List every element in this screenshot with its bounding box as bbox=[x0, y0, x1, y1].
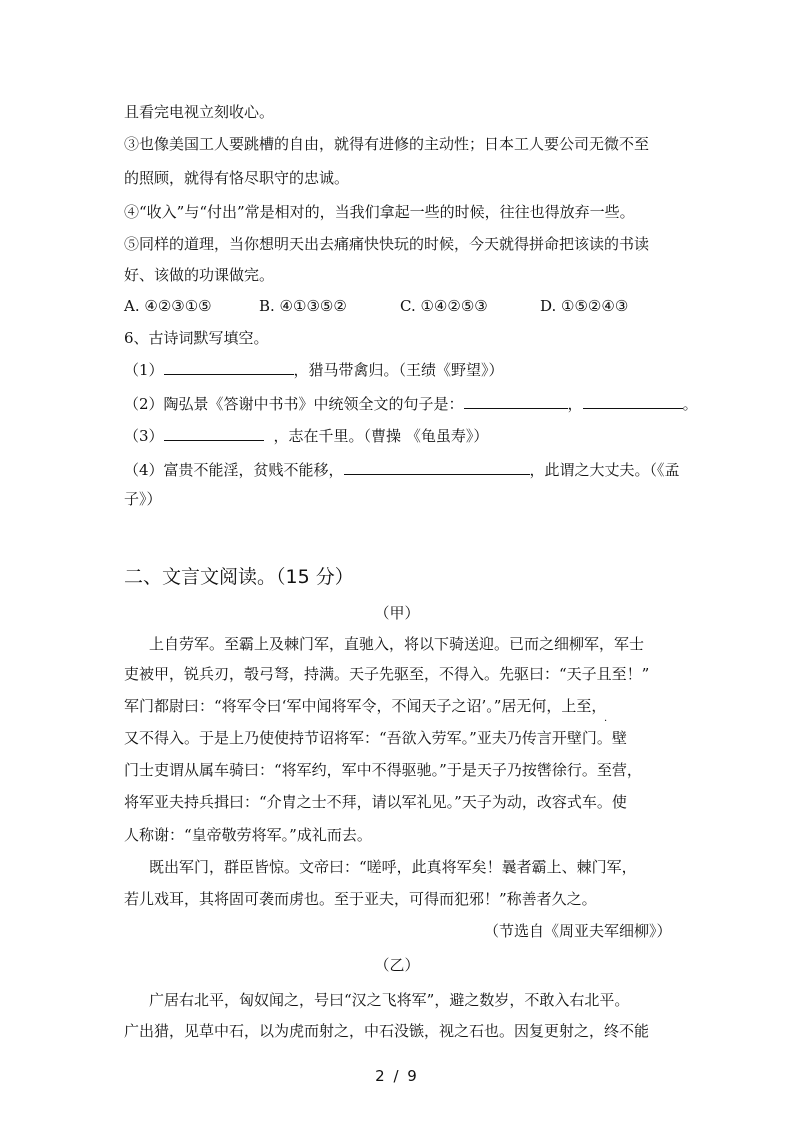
section-heading: 二、文言文阅读。（15 分） bbox=[124, 566, 354, 588]
passage-jia-line-4: 又不得入。于是上乃使使持节诏将军：“吾欲入劳军。”亚夫乃传言开壁门。壁 bbox=[124, 729, 627, 747]
passage-jia-line-5: 门士吏谓从属车骑曰：“将军约，军中不得驱驰。”于是天子乃按辔徐行。至营， bbox=[124, 761, 642, 779]
question-6-part-1 bbox=[124, 360, 504, 380]
option-d: D. ①⑤②④③ bbox=[540, 297, 629, 315]
text-line-4: ④“收入”与“付出”常是相对的，当我们拿起一些的时候，往往也得放弃一些。 bbox=[124, 203, 635, 221]
part-4-text: （4）富贵不能淫，贫贱不能移， bbox=[124, 461, 344, 479]
part-4-tail: ，此谓之大丈夫。（《孟 bbox=[529, 461, 680, 479]
passage-jia-line-2: 吏被甲，锐兵刃，彀弓弩，持满。天子先驱至，不得入。先驱曰：“天子且至！” bbox=[124, 665, 650, 683]
question-6-part-3 bbox=[124, 426, 488, 446]
passage-label-jia: （甲） bbox=[374, 604, 420, 622]
answer-blank-4[interactable] bbox=[344, 460, 530, 475]
text-line-1: 且看完电视立刻收心。 bbox=[124, 103, 275, 121]
part-1-text: ，猎马带禽归。（王绩《野望》） bbox=[293, 361, 504, 379]
answer-blank-3[interactable] bbox=[164, 426, 264, 441]
answer-blank-1[interactable] bbox=[164, 360, 294, 375]
text-line-5: ⑤同样的道理，当你想明天出去痛痛快快玩的时候，今天就得拼命把该读的书读 bbox=[124, 235, 650, 253]
option-c: C. ①④②⑤③ bbox=[400, 297, 488, 315]
passage-jia-line-6: 将军亚夫持兵揖曰：“介胄之士不拜，请以军礼见。”天子为动，改容式车。使 bbox=[124, 793, 627, 811]
passage-yi-line-1: 广居右北平，匈奴闻之，号曰“汉之飞将军”，避之数岁，不敢入右北平。 bbox=[149, 991, 630, 1009]
passage-source: （节选自《周亚夫军细柳》） bbox=[484, 922, 672, 940]
emphasis-dot: · bbox=[604, 716, 608, 727]
part-2-text: （2）陶弘景《答谢中书书》中统领全文的句子是： bbox=[124, 395, 464, 413]
text-line-3: 的照顾，就得有恪尽职守的忠诚。 bbox=[124, 169, 350, 187]
question-6-part-2 bbox=[124, 394, 698, 414]
answer-blank-2a[interactable] bbox=[464, 394, 568, 409]
passage-yi-line-2: 广出猎，见草中石，以为虎而射之，中石没镞，视之石也。因复更射之，终不能 bbox=[124, 1022, 650, 1040]
passage-jia-line-1: 上自劳军。至霸上及棘门军，直驰入，将以下骑送迎。已而之细柳军，军士 bbox=[149, 635, 645, 653]
part-3-number: （3） bbox=[124, 427, 164, 445]
passage-jia-line-7: 人称谢：“皇帝敬劳将军。”成礼而去。 bbox=[124, 826, 372, 844]
question-6-part-4 bbox=[124, 460, 680, 480]
part-3-text: ，志在千里。（曹操 《龟虽寿》） bbox=[273, 427, 489, 445]
text-line-6: 好、该做的功课做完。 bbox=[124, 266, 275, 284]
part-2-end: 。 bbox=[682, 395, 698, 413]
option-b: B. ④①③⑤② bbox=[259, 297, 347, 315]
passage-jia-line-3: 军门都尉曰：“将军令曰‘军中闻将军令，不闻天子之诏’。”居无何，上至， bbox=[124, 697, 607, 715]
passage-jia-line-8: 既出军门，群臣皆惊。文帝曰：“嗟呼，此真将军矣！曩者霸上、棘门军， bbox=[149, 858, 637, 876]
option-a: A. ④②③①⑤ bbox=[124, 297, 212, 315]
page-number: 2 / 9 bbox=[375, 1067, 419, 1085]
passage-label-yi: （乙） bbox=[374, 956, 420, 974]
part-1-number: （1） bbox=[124, 361, 164, 379]
question-6-title: 6、古诗词默写填空。 bbox=[124, 329, 269, 347]
part-2-comma: ， bbox=[567, 395, 583, 413]
passage-jia-line-9: 若儿戏耳，其将固可袭而虏也。至于亚夫，可得而犯邪！”称善者久之。 bbox=[124, 890, 597, 908]
answer-blank-2b[interactable] bbox=[583, 394, 683, 409]
text-line-2: ③也像美国工人要跳槽的自由，就得有进修的主动性；日本工人要公司无微不至 bbox=[124, 135, 650, 153]
question-6-part-4-continued: 子》） bbox=[124, 490, 162, 508]
